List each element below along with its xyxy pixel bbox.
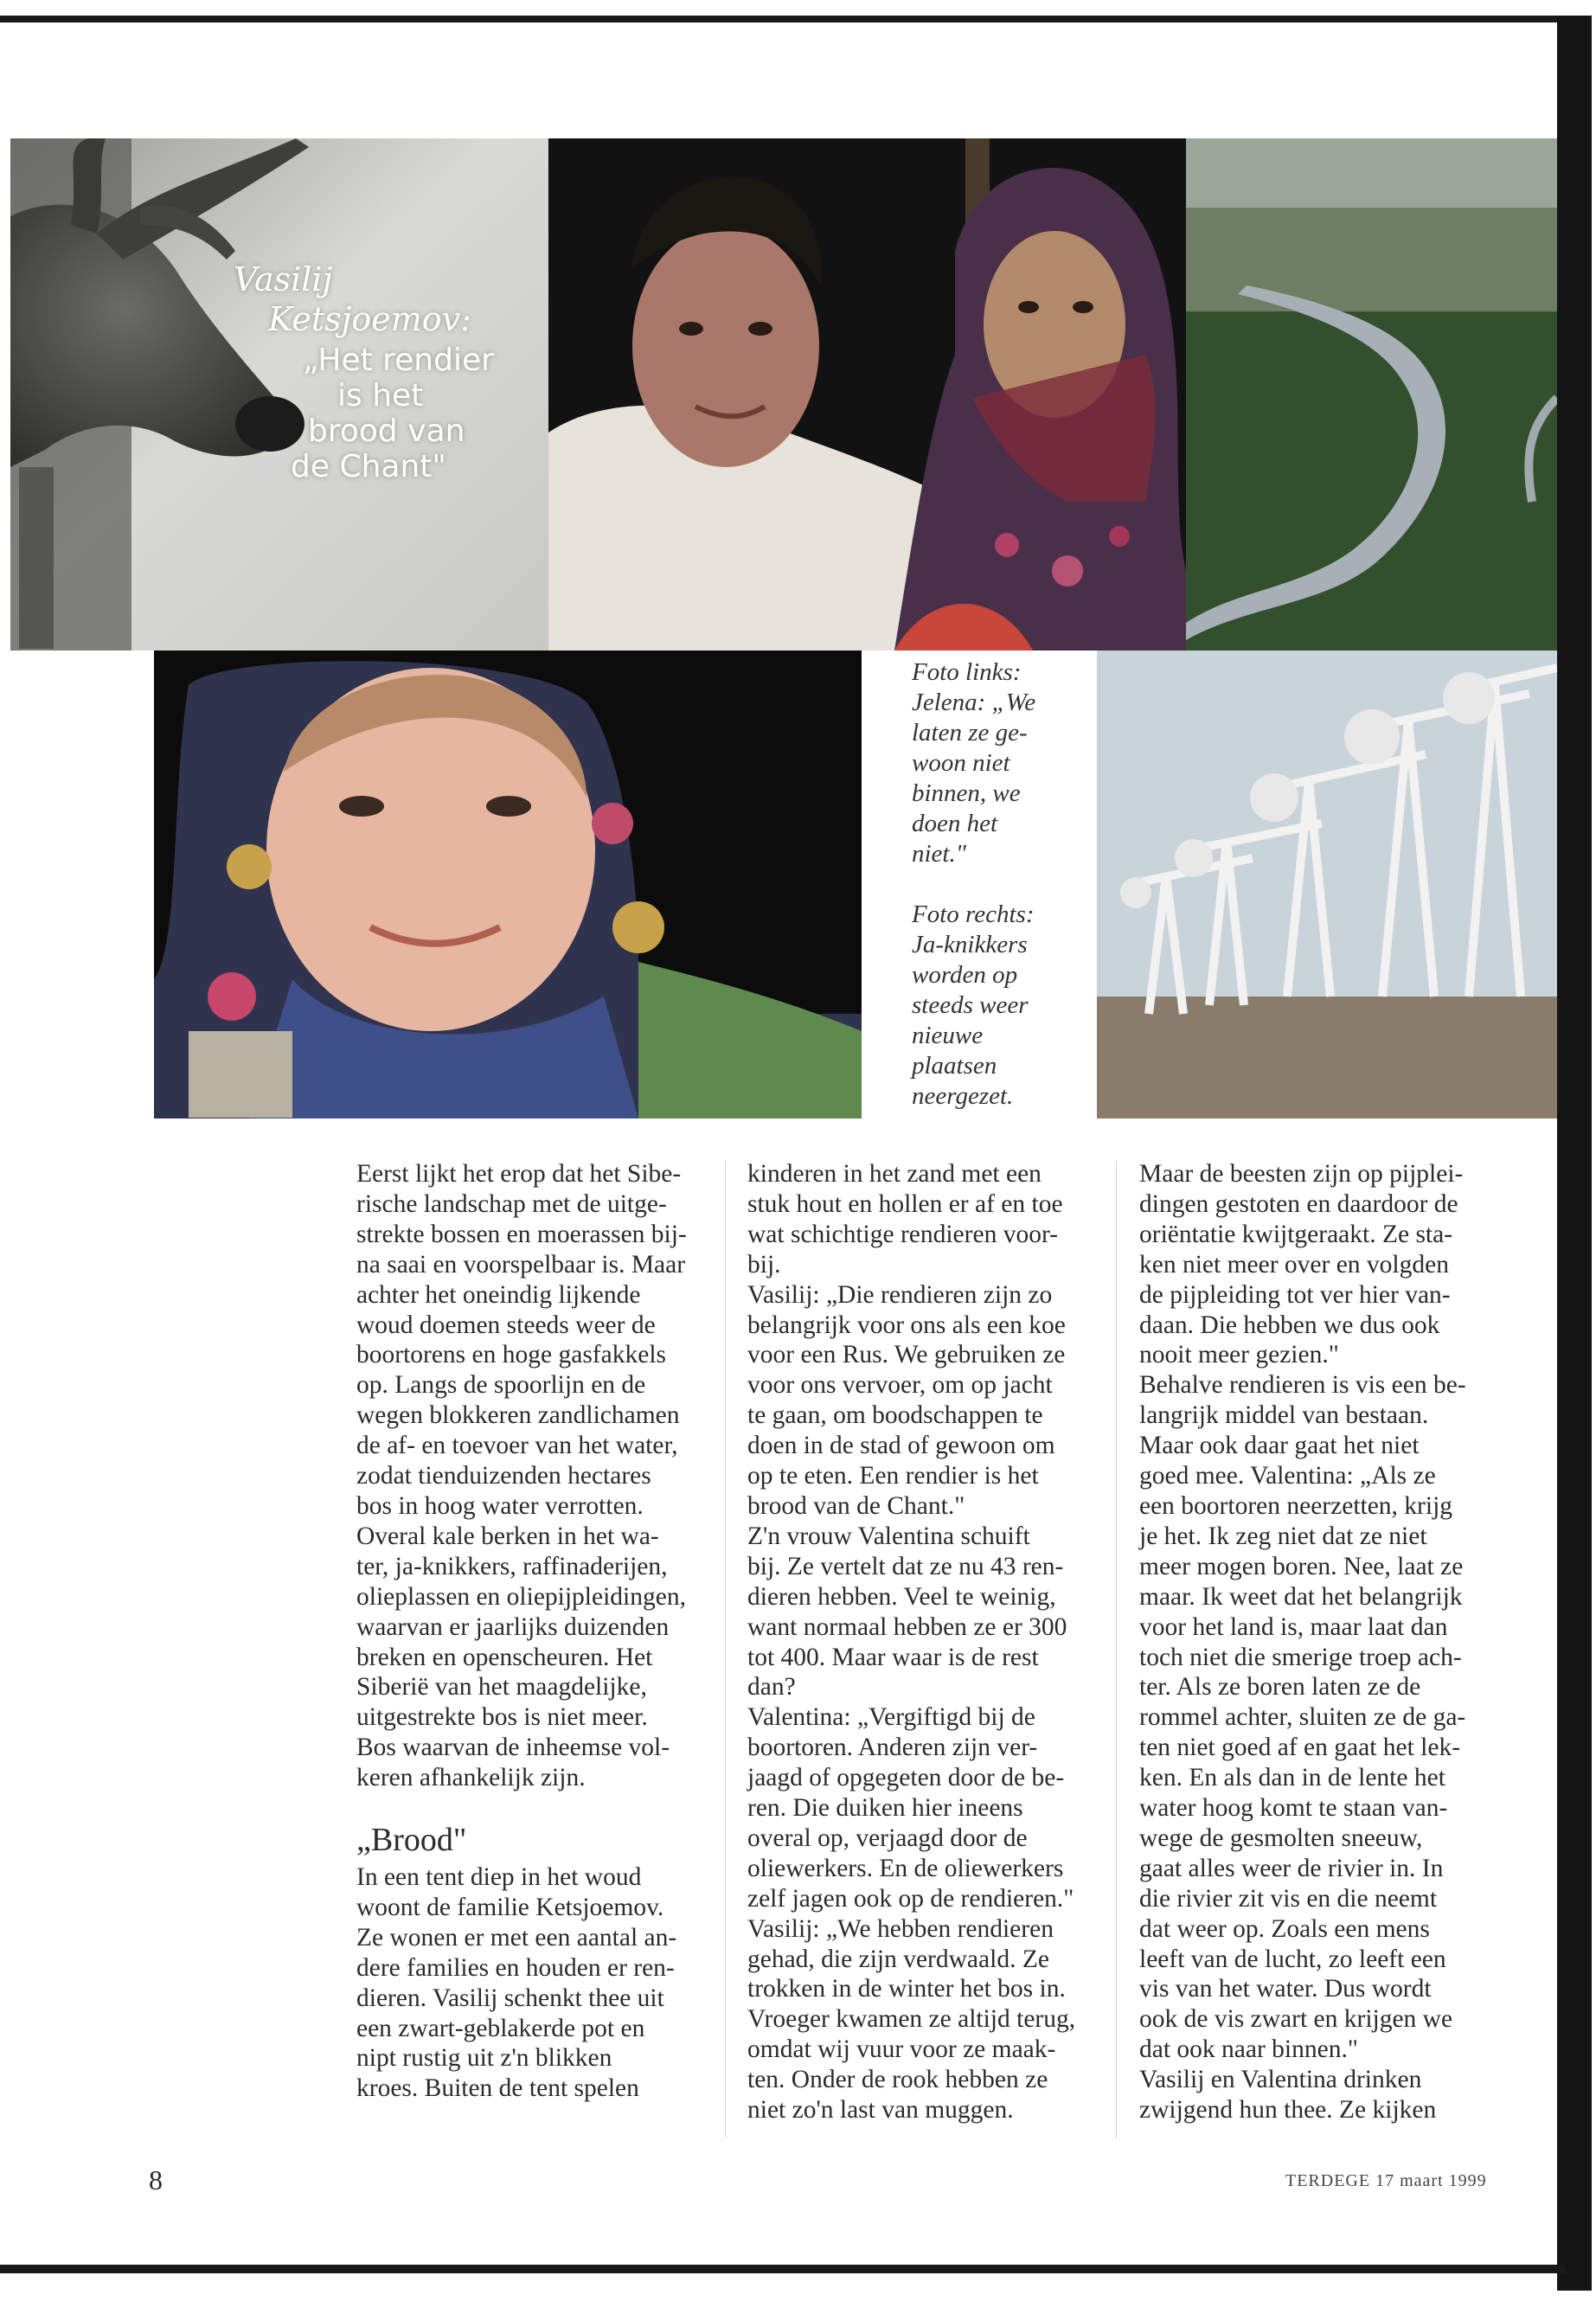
article-column-2 (747, 1159, 1107, 2125)
text-line: voor een Rus. We gebruiken ze (747, 1341, 1066, 1369)
text-line: Behalve rendieren is vis een be- (1139, 1371, 1466, 1400)
caption-line: binnen, we (912, 779, 1021, 807)
text-line: voor ons vervoer, om op jacht (747, 1371, 1053, 1400)
text-line: Maar ook daar gaat het niet (1139, 1432, 1420, 1460)
pull-quote-line: de Chant" (291, 449, 446, 484)
text-line: olieplassen en oliepijpleidingen, (356, 1582, 686, 1611)
photo-pumpjacks (1097, 651, 1557, 1118)
text-line: dieren. Vasilij schenkt thee uit (356, 1984, 664, 2012)
text-line: boortoren. Anderen zijn ver- (747, 1734, 1038, 1762)
column-1-section-body (356, 1862, 716, 2104)
text-line: nooit meer gezien." (1139, 1341, 1339, 1369)
text-line: achter het oneindig lijkende (356, 1280, 641, 1309)
text-line: water hoog komt te staan van- (1139, 1794, 1448, 1823)
text-line: woud doemen steeds weer de (356, 1311, 656, 1339)
text-line: ook de vis zwart en krijgen we (1139, 2005, 1453, 2034)
text-line: zelf jagen ook op de rendieren." (747, 1884, 1074, 1913)
page-number: 8 (149, 2164, 163, 2195)
photo-jelena (154, 651, 862, 1118)
text-line: oriëntatie kwijtgeraakt. Ze sta- (1139, 1220, 1453, 1248)
text-line: woont de familie Ketsjoemov. (356, 1893, 664, 1921)
text-line: maar. Ik weet dat het belangrijk (1139, 1582, 1463, 1611)
text-line: dat ook naar binnen." (1139, 2035, 1358, 2064)
text-line: zodat tienduizenden hectares (356, 1462, 651, 1490)
text-line: gaat alles weer de rivier in. In (1139, 1854, 1444, 1882)
text-line: de pijpleiding tot ver hier van- (1139, 1280, 1451, 1309)
caption-line: Foto links: (912, 658, 1022, 686)
text-line: boortorens en hoge gasfakkels (356, 1341, 666, 1369)
text-line: stuk hout en hollen er af en toe (747, 1189, 1063, 1218)
text-line: ren. Die duiken hier ineens (747, 1794, 1023, 1823)
text-line: kroes. Buiten de tent spelen (356, 2074, 639, 2103)
caption-line: neergezet. (912, 1082, 1014, 1110)
text-line: ten niet goed af en gaat het lek- (1139, 1734, 1461, 1762)
text-line: wat schichtige rendieren voor- (747, 1220, 1058, 1248)
text-line: gehad, die zijn verdwaald. Ze (747, 1945, 1049, 1973)
photo-river (1186, 138, 1557, 651)
caption-line: Foto rechts: (912, 901, 1035, 928)
text-line: Overal kale berken in het wa- (356, 1522, 659, 1550)
caption-line: woon niet (912, 749, 1010, 777)
text-line: Valentina: „Vergiftigd bij de (747, 1703, 1035, 1732)
text-line: overal op, verjaagd door de (747, 1823, 1028, 1852)
text-line: dan? (747, 1673, 796, 1702)
pull-quote-name-line2: Ketsjoemov: (268, 300, 471, 338)
text-line: op. Langs de spoorlijn en de (356, 1371, 646, 1400)
text-line: die rivier zit vis en die neemt (1139, 1884, 1438, 1913)
text-line: wege de gesmolten sneeuw, (1139, 1823, 1423, 1852)
text-line: want normaal hebben ze er 300 (747, 1612, 1067, 1641)
text-line: breken en openscheuren. Het (356, 1643, 653, 1671)
text-line: wegen blokkeren zandlichamen (356, 1401, 680, 1430)
text-line: dieren hebben. Veel te weinig, (747, 1582, 1056, 1611)
caption-line: Ja-knikkers (912, 931, 1028, 958)
text-line: bij. (747, 1250, 781, 1279)
text-line: dat weer op. Zoals een mens (1139, 1914, 1430, 1943)
text-line: Vasilij: „We hebben rendieren (747, 1914, 1054, 1943)
column-3-body (1139, 1159, 1499, 2125)
page-bottom-border (0, 2265, 1566, 2273)
page-right-border (1557, 16, 1592, 2291)
caption-line: steeds weer (912, 991, 1029, 1019)
caption-line: Jelena: „We (912, 689, 1036, 716)
text-line: niet zo'n last van muggen. (747, 2096, 1014, 2125)
pull-quote-line: is het (337, 378, 424, 413)
text-line: doen in de stad of gewoon om (747, 1432, 1055, 1460)
text-line: de af- en toevoer van het water, (356, 1432, 678, 1460)
text-line: Siberië van het maagdelijke, (356, 1673, 647, 1702)
column-rule (725, 1161, 726, 2138)
caption-right (912, 900, 1034, 1112)
text-line: keren afhankelijk zijn. (356, 1764, 586, 1792)
pull-quote-line: brood van (308, 413, 465, 449)
section-heading: „Brood" (356, 1822, 467, 1859)
caption-line: doen het (912, 810, 998, 837)
caption-left (912, 657, 1035, 869)
pull-quote (234, 260, 545, 484)
text-line: zwijgend hun thee. Ze kijken (1139, 2096, 1437, 2125)
text-line: te gaan, om boodschappen te (747, 1401, 1043, 1430)
text-line: ken. En als dan in de lente het (1139, 1764, 1445, 1792)
text-line: bos in hoog water verrotten. (356, 1491, 644, 1520)
page-top-border (0, 16, 1566, 22)
text-line: brood van de Chant." (747, 1491, 965, 1520)
text-line: dingen gestoten en daardoor de (1139, 1189, 1458, 1218)
caption-line: nieuwe (912, 1022, 984, 1049)
text-line: ten. Onder de rook hebben ze (747, 2066, 1048, 2094)
text-line: Z'n vrouw Valentina schuift (747, 1522, 1030, 1550)
text-line: vis van het water. Dus wordt (1139, 1975, 1432, 2003)
text-line: ter. Als ze boren laten ze de (1139, 1673, 1421, 1702)
pull-quote-line: „Het rendier (303, 343, 494, 378)
text-line: bij. Ze vertelt dat ze nu 43 ren- (747, 1552, 1064, 1580)
text-line: kinderen in het zand met een (747, 1160, 1042, 1188)
article-column-1 (356, 1159, 716, 2104)
text-line: belangrijk voor ons als een koe (747, 1311, 1066, 1339)
text-line: leeft van de lucht, zo leeft een (1139, 1945, 1446, 1973)
text-line: Vasilij en Valentina drinken (1139, 2066, 1422, 2094)
text-line: goed mee. Valentina: „Als ze (1139, 1462, 1436, 1490)
text-line: rommel achter, sluiten ze de ga- (1139, 1703, 1466, 1732)
caption-line: niet." (912, 840, 966, 868)
text-line: toch niet die smerige troep ach- (1139, 1643, 1462, 1671)
text-line: Eerst lijkt het erop dat het Sibe- (356, 1160, 682, 1188)
text-line: op te eten. Een rendier is het (747, 1462, 1039, 1490)
pull-quote-text (234, 343, 545, 484)
text-line: Maar de beesten zijn op pijplei- (1139, 1160, 1464, 1188)
text-line: Ze wonen er met een aantal an- (356, 1923, 677, 1952)
text-line: In een tent diep in het woud (356, 1863, 642, 1892)
text-line: meer mogen boren. Nee, laat ze (1139, 1552, 1464, 1580)
text-line: je het. Ik zeg niet dat ze niet (1139, 1522, 1427, 1550)
text-line: een zwart-geblakerde pot en (356, 2014, 645, 2042)
article-column-3 (1139, 1159, 1499, 2125)
photo-couple (548, 138, 1186, 651)
text-line: uitgestrekte bos is niet meer. (356, 1703, 648, 1732)
text-line: na saai en voorspelbaar is. Maar (356, 1250, 686, 1279)
text-line: rische landschap met de uitge- (356, 1189, 667, 1218)
text-line: Bos waarvan de inheemse vol- (356, 1734, 670, 1762)
caption-line: worden op (912, 961, 1018, 989)
text-line: jaagd of opgegeten door de be- (747, 1764, 1065, 1792)
text-line: waarvan er jaarlijks duizenden (356, 1612, 670, 1641)
text-line: daan. Die hebben we dus ook (1139, 1311, 1440, 1339)
text-line: nipt rustig uit z'n blikken (356, 2044, 612, 2073)
text-line: Vroeger kwamen ze altijd terug, (747, 2005, 1076, 2034)
text-line: oliewerkers. En de oliewerkers (747, 1854, 1064, 1882)
publication-footer: TERDEGE 17 maart 1999 (1285, 2171, 1487, 2190)
text-line: ken niet meer over en volgden (1139, 1250, 1449, 1279)
column-2-body (747, 1159, 1107, 2125)
column-rule (1116, 1161, 1117, 2138)
text-line: omdat wij vuur voor ze maak- (747, 2035, 1056, 2064)
caption-line: laten ze ge- (912, 719, 1028, 747)
text-line: dere families en houden er ren- (356, 1953, 675, 1982)
text-line: voor het land is, maar laat dan (1139, 1612, 1448, 1641)
column-1-body (356, 1159, 716, 1793)
text-line: strekte bossen en moerassen bij- (356, 1220, 687, 1248)
text-line: een boortoren neerzetten, krijg (1139, 1491, 1453, 1520)
pull-quote-name-line1: Vasilij (234, 260, 333, 298)
text-line: ter, ja-knikkers, raffinaderijen, (356, 1552, 668, 1580)
text-line: Vasilij: „Die rendieren zijn zo (747, 1280, 1053, 1309)
text-line: langrijk middel van bestaan. (1139, 1401, 1429, 1430)
text-line: trokken in de winter het bos in. (747, 1975, 1066, 2003)
text-line: tot 400. Maar waar is de rest (747, 1643, 1039, 1671)
caption-line: plaatsen (912, 1052, 997, 1080)
